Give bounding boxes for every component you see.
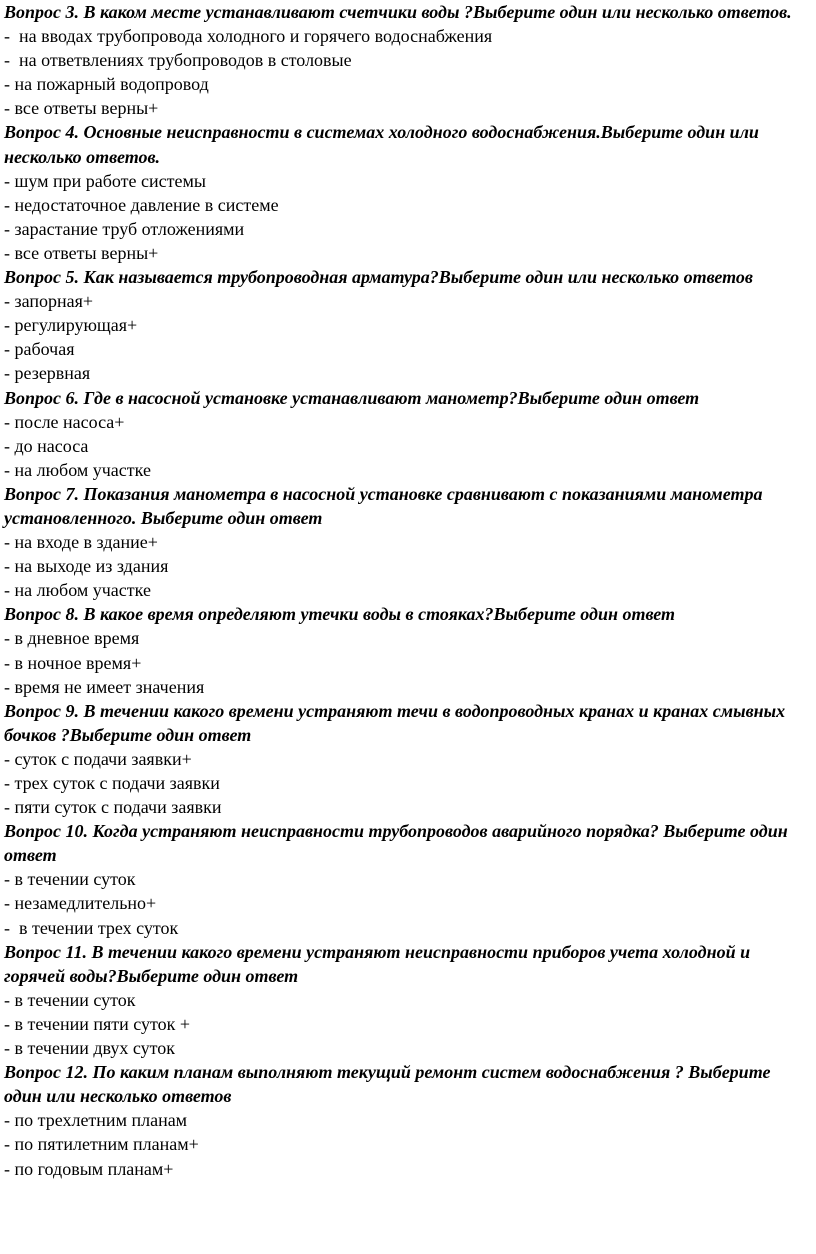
question-4 [4, 120, 810, 265]
answer-option: - по пятилетним планам+ [4, 1134, 199, 1155]
question-title: Вопрос 10. Когда устраняют неисправности трубопроводов аварийного порядка? Выберите один ответ [4, 821, 788, 866]
answer-list [4, 747, 810, 819]
answer-option: - по годовым планам+ [4, 1158, 174, 1179]
answer-option: - в течении суток [4, 989, 136, 1010]
answer-list [4, 530, 810, 602]
question-8 [4, 602, 810, 698]
question-11 [4, 940, 810, 1060]
answer-option: - на любом участке [4, 580, 151, 601]
answer-option: - на любом участке [4, 459, 151, 480]
answer-list [4, 169, 810, 265]
answer-option: - в течении пяти суток + [4, 1013, 191, 1034]
answer-option: - регулирующая+ [4, 315, 138, 336]
answer-option: - в течении суток [4, 869, 136, 890]
answer-option: - рабочая [4, 339, 75, 360]
answer-option: - на выходе из здания [4, 556, 169, 577]
question-title: Вопрос 12. По каким планам выполняют текущий ремонт систем водоснабжения ? Выберите один или несколько ответов [4, 1062, 771, 1107]
answer-list [4, 626, 810, 698]
question-3 [4, 0, 810, 120]
answer-option: - после насоса+ [4, 411, 125, 432]
answer-option: - все ответы верны+ [4, 98, 159, 119]
answer-option: - незамедлительно+ [4, 893, 157, 914]
answer-option: - зарастание труб отложениями [4, 218, 245, 239]
question-title: Вопрос 6. Где в насосной установке устанавливают манометр?Выберите один ответ [4, 387, 700, 408]
question-title: Вопрос 3. В каком месте устанавливают счетчики воды ?Выберите один или несколько ответов. [4, 2, 792, 22]
answer-option: - резервная [4, 363, 91, 384]
question-title: Вопрос 4. Основные неисправности в системах холодного водоснабжения.Выберите один или несколько ответов. [4, 122, 759, 167]
question-title: Вопрос 11. В течении какого времени устраняют неисправности приборов учета холодной и горячей воды?Выберите один ответ [4, 941, 751, 986]
answer-option: - время не имеет значения [4, 676, 205, 697]
question-12 [4, 1060, 810, 1180]
answer-option: - в течении двух суток [4, 1038, 176, 1059]
question-5 [4, 265, 810, 385]
answer-option: - до насоса [4, 435, 89, 456]
question-6 [4, 386, 810, 482]
answer-option: - по трехлетним планам [4, 1110, 188, 1131]
question-7 [4, 482, 810, 602]
answer-option: - запорная+ [4, 291, 94, 312]
answer-option: - на вводах трубопровода холодного и горячего водоснабжения [4, 26, 493, 47]
answer-option: - на пожарный водопровод [4, 74, 209, 95]
answer-option: - пяти суток с подачи заявки [4, 797, 222, 818]
answer-option: - в ночное время+ [4, 652, 142, 673]
question-title: Вопрос 8. В какое время определяют утечки воды в стояках?Выберите один ответ [4, 604, 676, 625]
answer-option: - в течении трех суток [4, 917, 179, 938]
answer-option: - на входе в здание+ [4, 532, 158, 553]
answer-option: - на ответвлениях трубопроводов в столовые [4, 50, 352, 71]
answer-list [4, 410, 810, 482]
answer-option: - шум при работе системы [4, 170, 206, 191]
answer-list [4, 1108, 810, 1180]
question-title: Вопрос 7. Показания манометра в насосной установке сравнивают с показаниями манометра установленного. Выберите один ответ [4, 483, 763, 528]
answer-option: - в дневное время [4, 628, 140, 649]
question-9 [4, 699, 810, 819]
answer-list [4, 988, 810, 1060]
answer-option: - недостаточное давление в системе [4, 194, 279, 215]
question-title: Вопрос 5. Как называется трубопроводная арматура?Выберите один или несколько ответов [4, 267, 753, 288]
answer-list [4, 289, 810, 385]
question-10 [4, 819, 810, 939]
answer-option: - суток с подачи заявки+ [4, 748, 192, 769]
answer-list [4, 24, 810, 120]
answer-list [4, 867, 810, 939]
question-title: Вопрос 9. В течении какого времени устраняют течи в водопроводных кранах и кранах смывных бочков ?Выберите один ответ [4, 700, 786, 745]
answer-option: - трех суток с подачи заявки [4, 773, 220, 793]
answer-option: - все ответы верны+ [4, 242, 159, 263]
